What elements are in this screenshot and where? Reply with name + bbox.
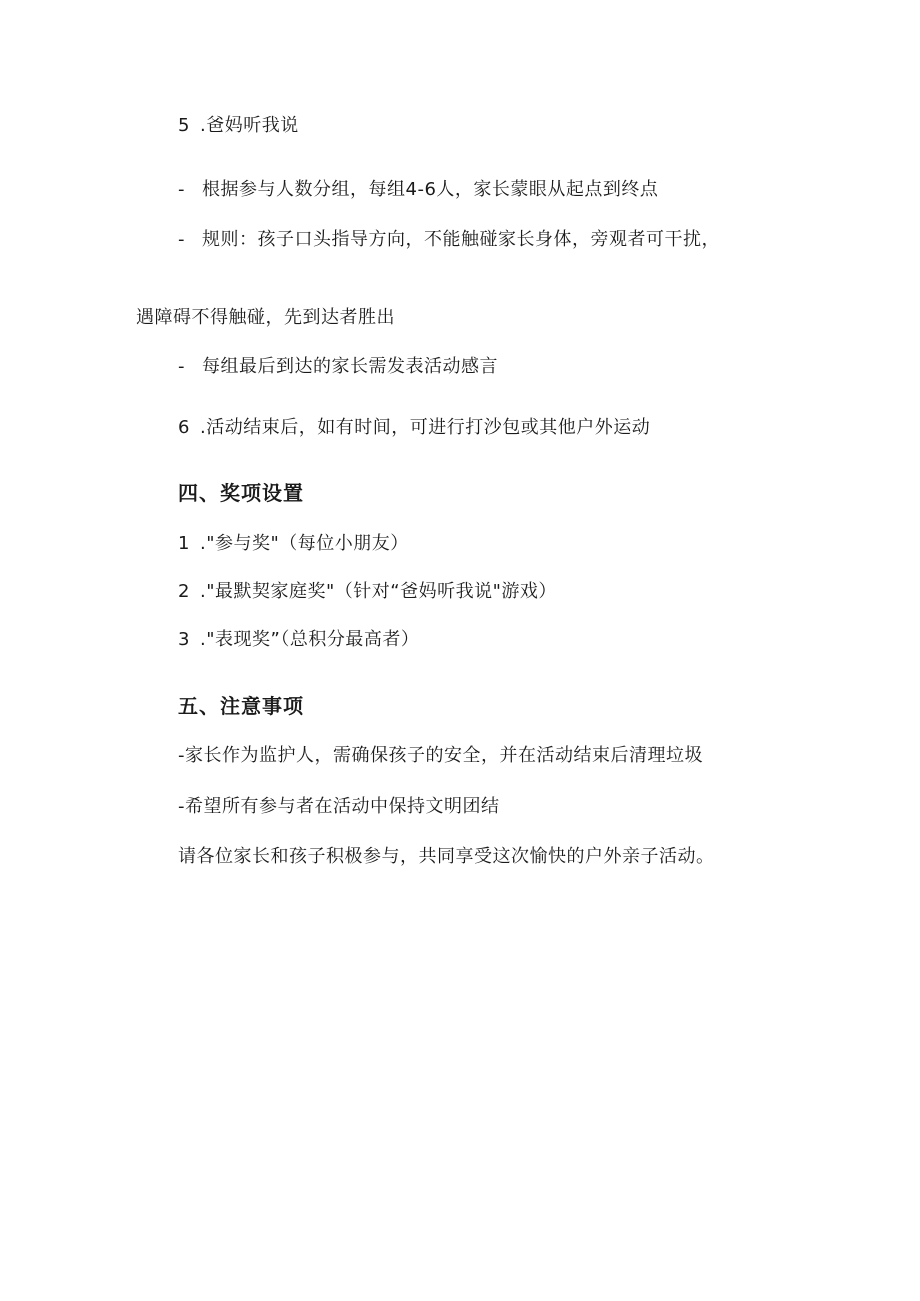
list-number: 1 <box>178 533 190 554</box>
list-item-text: .活动结束后，如有时间，可进行打沙包或其他户外运动 <box>200 417 651 438</box>
list-item-text: .爸妈听我说 <box>200 115 299 136</box>
bullet-grouping <box>178 178 658 202</box>
section-heading-awards: 四、奖项设置 <box>178 481 304 505</box>
note-item: -希望所有参与者在活动中保持文明团结 <box>178 796 500 817</box>
bullet-text: 规则：孩子口头指导方向，不能触碰家长身体，旁观者可干扰， <box>202 229 720 250</box>
list-number: 5 <box>178 115 190 136</box>
bullet-dash: - <box>178 229 185 250</box>
award-item <box>178 580 557 604</box>
section-heading-notes: 五、注意事项 <box>178 694 304 718</box>
list-number: 2 <box>178 581 190 602</box>
list-item-6 <box>178 416 650 440</box>
closing-paragraph: 请各位家长和孩子积极参与，共同享受这次愉快的户外亲子活动。 <box>178 846 715 867</box>
award-text: ."参与奖"（每位小朋友） <box>200 533 409 554</box>
award-text: ."最默契家庭奖"（针对“爸妈听我说"游戏） <box>200 581 557 602</box>
bullet-text: 根据参与人数分组，每组4-6人，家长蒙眼从起点到终点 <box>202 179 659 200</box>
bullet-text: 每组最后到达的家长需发表活动感言 <box>202 356 498 377</box>
award-text: ."表现奖”（总积分最高者） <box>200 629 420 650</box>
bullet-rules <box>178 228 720 252</box>
bullet-rules-continuation: 遇障碍不得触碰，先到达者胜出 <box>136 307 395 328</box>
list-number: 6 <box>178 417 190 438</box>
award-item <box>178 628 419 652</box>
list-item-5 <box>178 114 299 138</box>
award-item <box>178 532 409 556</box>
bullet-dash: - <box>178 356 185 377</box>
list-number: 3 <box>178 629 190 650</box>
bullet-dash: - <box>178 179 185 200</box>
bullet-speech <box>178 355 498 379</box>
note-item: -家长作为监护人，需确保孩子的安全，并在活动结束后清理垃圾 <box>178 745 703 766</box>
